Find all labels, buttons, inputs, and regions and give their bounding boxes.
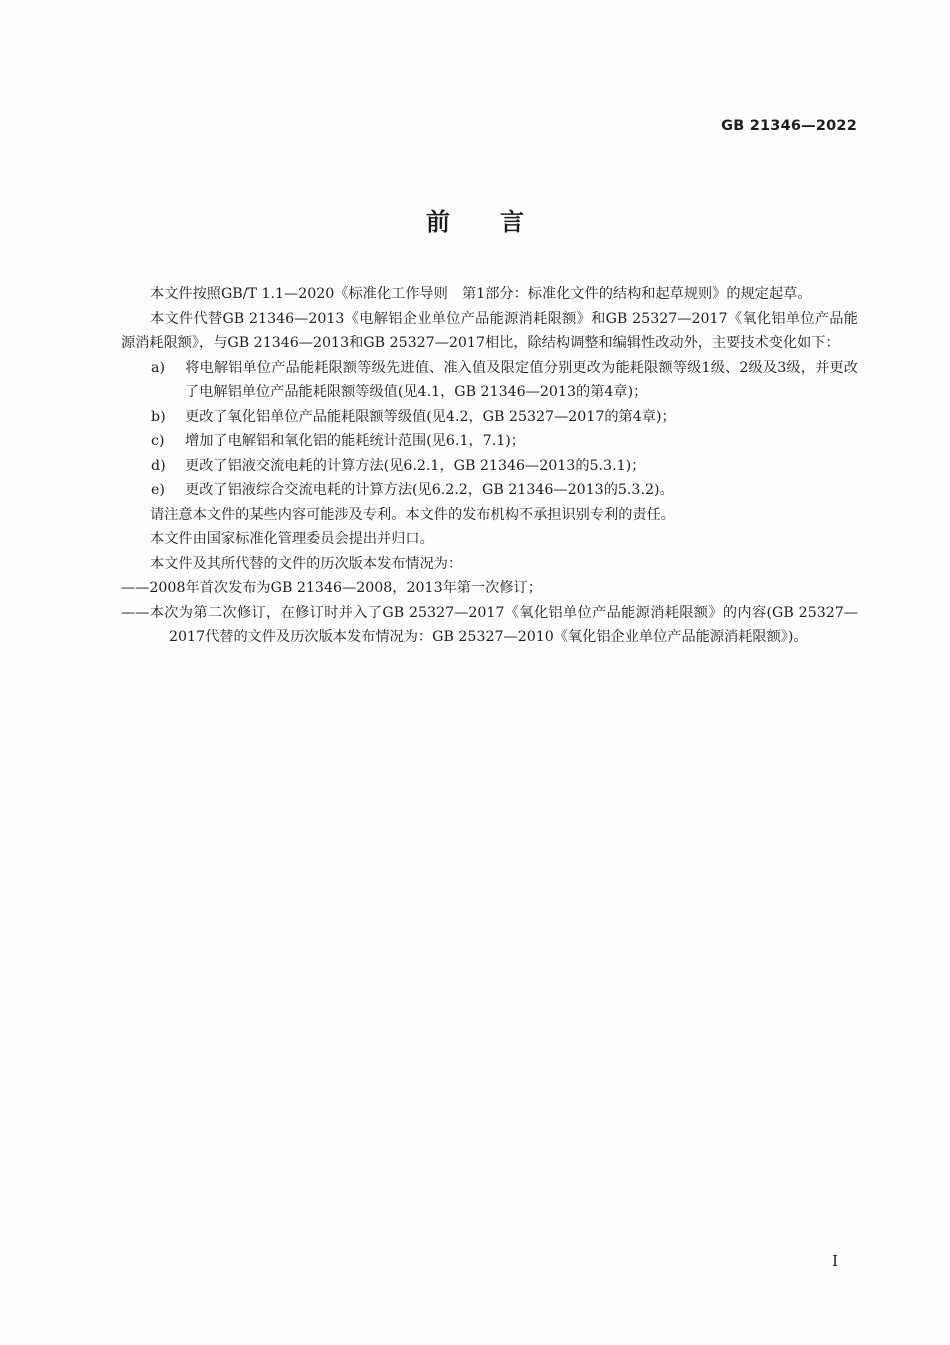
list-marker: b) <box>151 408 166 425</box>
standard-code: GB 21346—2022 <box>721 118 857 134</box>
title-char-2: 言 <box>500 208 524 236</box>
history-item: ——2008年首次发布为GB 21346—2008，2013年第一次修订； <box>121 580 542 596</box>
paragraph-history-intro: 本文件及其所代替的文件的历次版本发布情况为： <box>150 555 463 572</box>
list-marker: d) <box>151 457 166 474</box>
list-marker: a) <box>151 359 165 376</box>
list-item-text: 更改了铝液综合交流电耗的计算方法(见6.2.2，GB 21346—2013的5.3.2)。 <box>185 482 674 498</box>
paragraph-drafting-rules: 本文件按照GB/T 1.1—2020《标准化工作导则 第1部分：标准化文件的结构和起草规则》的规定起草。 <box>150 286 812 302</box>
list-item <box>121 454 858 479</box>
list-item <box>121 405 858 430</box>
list-marker: c) <box>151 433 165 449</box>
list-item-text: 更改了氧化铝单位产品能耗限额等级值(见4.2，GB 25327—2017的第4章)； <box>185 408 676 425</box>
list-item-text: 增加了电解铝和氧化铝的能耗统计范围(见6.1，7.1)； <box>185 433 525 449</box>
title-char-1: 前 <box>426 208 450 236</box>
paragraph-proposer: 本文件由国家标准化管理委员会提出并归口。 <box>150 531 434 547</box>
paragraph-patent-notice: 请注意本文件的某些内容可能涉及专利。本文件的发布机构不承担识别专利的责任。 <box>150 506 675 523</box>
list-item <box>121 356 858 405</box>
list-item-text: 更改了铝液交流电耗的计算方法(见6.2.1，GB 21346—2013的5.3.1)； <box>185 457 646 474</box>
list-item-text: 将电解铝单位产品能耗限额等级先进值、准入值及限定值分别更改为能耗限额等级1级、2级及3级，并更改了电解铝单位产品能耗限额等级值(见4.1，GB 21346—2013的第4章)； <box>185 359 858 400</box>
history-item: ——本次为第二次修订，在修订时并入了GB 25327—2017《氧化铝单位产品能源消耗限额》的内容(GB 25327—2017代替的文件及历次版本发布情况为：GB 25327—2010《氧化铝企业单位产品能源消耗限额》)。 <box>121 604 858 645</box>
paragraph-replacement: 本文件代替GB 21346—2013《电解铝企业单位产品能源消耗限额》和GB 25327—2017《氧化铝单位产品能源消耗限额》，与GB 21346—2013和GB 25327—2017相比，除结构调整和编辑性改动外，主要技术变化如下： <box>121 310 858 351</box>
page-title <box>0 202 950 237</box>
page-number: I <box>832 1252 838 1270</box>
list-item <box>121 478 858 503</box>
list-item <box>121 429 858 454</box>
list-marker: e) <box>151 482 165 498</box>
foreword-body <box>121 282 858 650</box>
